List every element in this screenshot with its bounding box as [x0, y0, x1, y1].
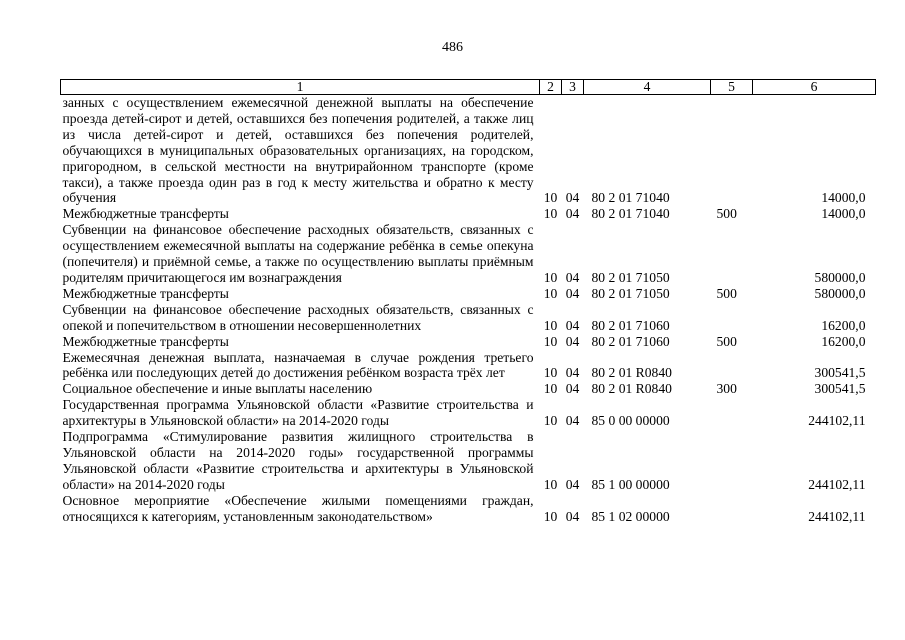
row-section: 10 — [543, 365, 558, 381]
row-expense-type: 500 — [716, 206, 737, 222]
header-row — [61, 80, 876, 95]
row-target-code: 80 2 01 71040 — [591, 190, 670, 206]
row-description: Субвенции на финансовое обеспечение расходных обязательств, связанных с осуществлением ежемесячной выплаты на содержание ребёнка в семье опекуна (попечителя) и приёмной семье, а также по осуществлению выплаты приёмным родителям причитающегося им вознаграждения — [62, 222, 534, 285]
row-description: Ежемесячная денежная выплата, назначаемая в случае рождения третьего ребёнка или последующих детей до достижения ребёнком возраста трёх лет — [62, 349, 534, 381]
row-amount: 300541,5 — [814, 381, 866, 397]
row-description: Государственная программа Ульяновской области «Развитие строительства и архитектуры в Ульяновской области» на 2014-2020 годы — [62, 397, 534, 429]
row-section: 10 — [543, 285, 558, 301]
table-row — [61, 350, 876, 382]
row-target-code: 80 2 01 71060 — [591, 317, 670, 333]
row-subsection: 04 — [565, 206, 580, 222]
row-expense-type — [711, 302, 753, 334]
header-col-2: 2 — [540, 80, 562, 95]
table-row — [61, 429, 876, 493]
row-amount: 244102,11 — [808, 413, 866, 429]
row-target-code: 85 1 02 00000 — [591, 508, 670, 524]
row-description: Подпрограмма «Стимулирование развития жилищного строительства в Ульяновской области на 2014-2020 годы» государственной программы Ульяновской области «Развитие строительства и архитектуры в Ульяновской области» на 2014-2020 годы — [62, 429, 534, 492]
row-expense-type — [711, 222, 753, 286]
header-col-5: 5 — [711, 80, 753, 95]
row-expense-type — [711, 493, 753, 525]
row-description: Основное мероприятие «Обеспечение жилыми помещениями граждан, относящихся к категориям, установленным законодательством» — [62, 492, 534, 524]
row-expense-type: 500 — [716, 285, 737, 301]
table-row — [61, 381, 876, 397]
row-section: 10 — [543, 317, 558, 333]
table-row — [61, 493, 876, 525]
row-section: 10 — [543, 381, 558, 397]
row-expense-type — [711, 350, 753, 382]
row-subsection: 04 — [565, 413, 580, 429]
row-subsection: 04 — [565, 476, 580, 492]
row-expense-type — [711, 429, 753, 493]
row-subsection: 04 — [565, 333, 580, 349]
row-description: Субвенции на финансовое обеспечение расходных обязательств, связанных с опекой и попечительством в отношении несовершеннолетних — [62, 301, 534, 333]
row-subsection: 04 — [565, 508, 580, 524]
row-target-code: 80 2 01 R0840 — [591, 381, 672, 397]
row-target-code: 85 1 00 00000 — [591, 476, 670, 492]
table-row — [61, 222, 876, 286]
row-amount: 16200,0 — [821, 317, 866, 333]
table-row — [61, 95, 876, 207]
row-subsection: 04 — [565, 365, 580, 381]
row-section: 10 — [543, 413, 558, 429]
row-description: Межбюджетные трансферты — [62, 285, 229, 301]
table-row — [61, 334, 876, 350]
table-row — [61, 397, 876, 429]
row-section: 10 — [543, 508, 558, 524]
header-col-1: 1 — [61, 80, 540, 95]
row-expense-type: 300 — [716, 381, 737, 397]
row-expense-type: 500 — [716, 333, 737, 349]
row-amount: 14000,0 — [821, 190, 866, 206]
row-subsection: 04 — [565, 381, 580, 397]
table-row — [61, 206, 876, 222]
row-target-code: 80 2 01 71040 — [591, 206, 670, 222]
row-expense-type — [711, 95, 753, 207]
row-amount: 244102,11 — [808, 476, 866, 492]
row-subsection: 04 — [565, 190, 580, 206]
row-amount: 16200,0 — [821, 333, 866, 349]
row-section: 10 — [543, 476, 558, 492]
row-description: Межбюджетные трансферты — [62, 333, 229, 349]
row-section: 10 — [543, 190, 558, 206]
row-subsection: 04 — [565, 269, 580, 285]
row-amount: 244102,11 — [808, 508, 866, 524]
header-col-4: 4 — [584, 80, 711, 95]
row-description: занных с осуществлением ежемесячной денежной выплаты на обеспечение проезда детей-сирот и детей, оставшихся без попечения родителей, а также лиц из числа детей-сирот и детей, оставшихся без попечения родителей, обучающихся в муниципальных образовательных организациях, на городском, пригородном, в сельской местности на внутрирайонном транспорте (кроме такси), а также проезда один раз в год к месту жительства и обратно к месту обучения — [62, 95, 534, 206]
table-row — [61, 286, 876, 302]
header-col-6: 6 — [753, 80, 876, 95]
row-subsection: 04 — [565, 317, 580, 333]
row-target-code: 80 2 01 71060 — [591, 333, 670, 349]
row-section: 10 — [543, 206, 558, 222]
row-amount: 580000,0 — [814, 269, 866, 285]
budget-table — [60, 79, 876, 524]
row-amount: 14000,0 — [821, 206, 866, 222]
row-description: Социальное обеспечение и иные выплаты населению — [62, 381, 373, 397]
header-col-3: 3 — [562, 80, 584, 95]
row-description: Межбюджетные трансферты — [62, 206, 229, 222]
row-expense-type — [711, 397, 753, 429]
row-amount: 580000,0 — [814, 285, 866, 301]
row-target-code: 80 2 01 71050 — [591, 285, 670, 301]
row-section: 10 — [543, 333, 558, 349]
row-amount: 300541,5 — [814, 365, 866, 381]
table-row — [61, 302, 876, 334]
row-target-code: 80 2 01 71050 — [591, 269, 670, 285]
row-target-code: 80 2 01 R0840 — [591, 365, 672, 381]
row-section: 10 — [543, 269, 558, 285]
page-number: 486 — [442, 40, 463, 55]
row-target-code: 85 0 00 00000 — [591, 413, 670, 429]
row-subsection: 04 — [565, 285, 580, 301]
